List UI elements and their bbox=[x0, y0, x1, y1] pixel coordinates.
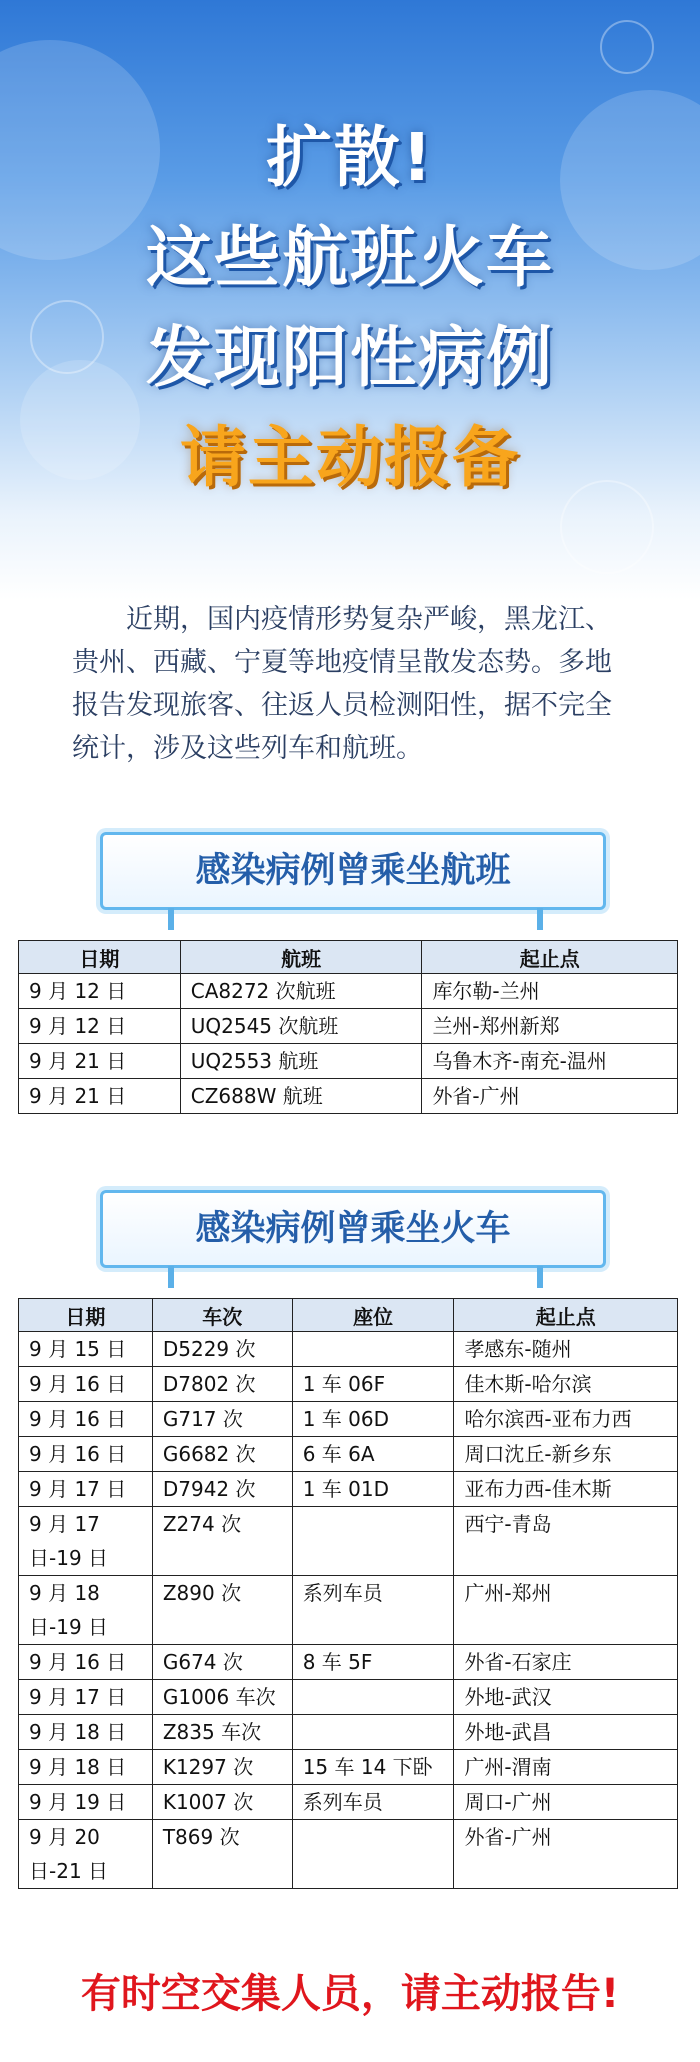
seat-cell bbox=[292, 1332, 454, 1367]
table-row bbox=[19, 1044, 678, 1079]
date-cell: 9 月 21 日 bbox=[19, 1079, 181, 1114]
headline-line-1: 扩散! bbox=[265, 119, 435, 196]
train-cell: G674 次 bbox=[152, 1645, 292, 1680]
date-cell: 9 月 21 日 bbox=[19, 1044, 181, 1079]
route-cell: 哈尔滨西-亚布力西 bbox=[454, 1402, 678, 1437]
route-cell: 周口沈丘-新乡东 bbox=[454, 1437, 678, 1472]
route-cell: 广州-渭南 bbox=[454, 1750, 678, 1785]
date-cell: 9 月 12 日 bbox=[19, 1009, 181, 1044]
headline-line-2: 这些航班火车 bbox=[146, 219, 554, 296]
train-cell: Z274 次 bbox=[152, 1507, 292, 1576]
flight-cell: UQ2553 航班 bbox=[180, 1044, 422, 1079]
date-cell: 9 月 20 日-21 日 bbox=[19, 1820, 153, 1889]
date-cell: 9 月 18 日 bbox=[19, 1715, 153, 1750]
seat-cell bbox=[292, 1507, 454, 1576]
route-cell: 西宁-青岛 bbox=[454, 1507, 678, 1576]
seat-cell bbox=[292, 1715, 454, 1750]
flight-cell: UQ2545 次航班 bbox=[180, 1009, 422, 1044]
train-cell: D5229 次 bbox=[152, 1332, 292, 1367]
flight-cell: CZ688W 航班 bbox=[180, 1079, 422, 1114]
table-row bbox=[19, 1367, 678, 1402]
date-cell: 9 月 16 日 bbox=[19, 1437, 153, 1472]
train-cell: T869 次 bbox=[152, 1820, 292, 1889]
table-row bbox=[19, 1785, 678, 1820]
train-cell: D7802 次 bbox=[152, 1367, 292, 1402]
footer-call-to-action: 有时空交集人员，请主动报告! bbox=[80, 1971, 620, 2017]
date-cell: 9 月 16 日 bbox=[19, 1645, 153, 1680]
seat-cell: 系列车员 bbox=[292, 1785, 454, 1820]
column-header: 日期 bbox=[19, 1299, 153, 1332]
train-cell: Z835 车次 bbox=[152, 1715, 292, 1750]
column-header: 日期 bbox=[19, 941, 181, 974]
date-cell: 9 月 17 日 bbox=[19, 1680, 153, 1715]
trains-section-title: 感染病例曾乘坐火车 bbox=[100, 1190, 606, 1268]
route-cell: 乌鲁木齐-南充-温州 bbox=[422, 1044, 678, 1079]
table-row bbox=[19, 1332, 678, 1367]
headline-line-3: 发现阳性病例 bbox=[146, 319, 554, 396]
date-cell: 9 月 15 日 bbox=[19, 1332, 153, 1367]
route-cell: 亚布力西-佳木斯 bbox=[454, 1472, 678, 1507]
route-cell: 外地-武昌 bbox=[454, 1715, 678, 1750]
route-cell: 周口-广州 bbox=[454, 1785, 678, 1820]
date-cell: 9 月 16 日 bbox=[19, 1367, 153, 1402]
table-header-row bbox=[19, 1299, 678, 1332]
date-cell: 9 月 16 日 bbox=[19, 1402, 153, 1437]
train-cell: Z890 次 bbox=[152, 1576, 292, 1645]
date-cell: 9 月 18 日 bbox=[19, 1750, 153, 1785]
table-row bbox=[19, 1079, 678, 1114]
route-cell: 外省-广州 bbox=[422, 1079, 678, 1114]
flights-table bbox=[18, 940, 678, 1114]
table-row bbox=[19, 1645, 678, 1680]
table-row bbox=[19, 1576, 678, 1645]
train-cell: K1007 次 bbox=[152, 1785, 292, 1820]
seat-cell: 15 车 14 下卧 bbox=[292, 1750, 454, 1785]
route-cell: 外省-石家庄 bbox=[454, 1645, 678, 1680]
route-cell: 外地-武汉 bbox=[454, 1680, 678, 1715]
table-header-row bbox=[19, 941, 678, 974]
column-header: 座位 bbox=[292, 1299, 454, 1332]
table-row bbox=[19, 1437, 678, 1472]
seat-cell: 1 车 01D bbox=[292, 1472, 454, 1507]
table-row bbox=[19, 1820, 678, 1889]
table-row bbox=[19, 1750, 678, 1785]
date-cell: 9 月 17 日 bbox=[19, 1472, 153, 1507]
table-row bbox=[19, 1472, 678, 1507]
seat-cell: 1 车 06F bbox=[292, 1367, 454, 1402]
seat-cell bbox=[292, 1680, 454, 1715]
train-cell: K1297 次 bbox=[152, 1750, 292, 1785]
banner-connector bbox=[537, 908, 543, 930]
banner-connector bbox=[537, 1266, 543, 1288]
seat-cell: 6 车 6A bbox=[292, 1437, 454, 1472]
intro-paragraph: 近期，国内疫情形势复杂严峻，黑龙江、贵州、西藏、宁夏等地疫情呈散发态势。多地报告发现旅客、往返人员检测阳性，据不完全统计，涉及这些列车和航班。 bbox=[72, 604, 612, 764]
route-cell: 兰州-郑州新郑 bbox=[422, 1009, 678, 1044]
seat-cell: 1 车 06D bbox=[292, 1402, 454, 1437]
train-cell: G6682 次 bbox=[152, 1437, 292, 1472]
hero-background bbox=[0, 0, 700, 600]
column-header: 车次 bbox=[152, 1299, 292, 1332]
date-cell: 9 月 12 日 bbox=[19, 974, 181, 1009]
column-header: 起止点 bbox=[422, 941, 678, 974]
seat-cell bbox=[292, 1820, 454, 1889]
table-row bbox=[19, 1402, 678, 1437]
virus-icon bbox=[600, 20, 654, 74]
trains-table bbox=[18, 1298, 678, 1889]
headline-line-4: 请主动报备 bbox=[180, 419, 520, 496]
flights-section-title: 感染病例曾乘坐航班 bbox=[100, 832, 606, 910]
train-cell: G1006 车次 bbox=[152, 1680, 292, 1715]
route-cell: 广州-郑州 bbox=[454, 1576, 678, 1645]
train-cell: D7942 次 bbox=[152, 1472, 292, 1507]
date-cell: 9 月 17 日-19 日 bbox=[19, 1507, 153, 1576]
train-cell: G717 次 bbox=[152, 1402, 292, 1437]
date-cell: 9 月 18 日-19 日 bbox=[19, 1576, 153, 1645]
table-row bbox=[19, 974, 678, 1009]
table-row bbox=[19, 1507, 678, 1576]
column-header: 航班 bbox=[180, 941, 422, 974]
seat-cell: 系列车员 bbox=[292, 1576, 454, 1645]
seat-cell: 8 车 5F bbox=[292, 1645, 454, 1680]
route-cell: 孝感东-随州 bbox=[454, 1332, 678, 1367]
route-cell: 外省-广州 bbox=[454, 1820, 678, 1889]
flight-cell: CA8272 次航班 bbox=[180, 974, 422, 1009]
table-row bbox=[19, 1009, 678, 1044]
banner-connector bbox=[168, 908, 174, 930]
table-row bbox=[19, 1680, 678, 1715]
table-row bbox=[19, 1715, 678, 1750]
column-header: 起止点 bbox=[454, 1299, 678, 1332]
route-cell: 佳木斯-哈尔滨 bbox=[454, 1367, 678, 1402]
route-cell: 库尔勒-兰州 bbox=[422, 974, 678, 1009]
banner-connector bbox=[168, 1266, 174, 1288]
date-cell: 9 月 19 日 bbox=[19, 1785, 153, 1820]
